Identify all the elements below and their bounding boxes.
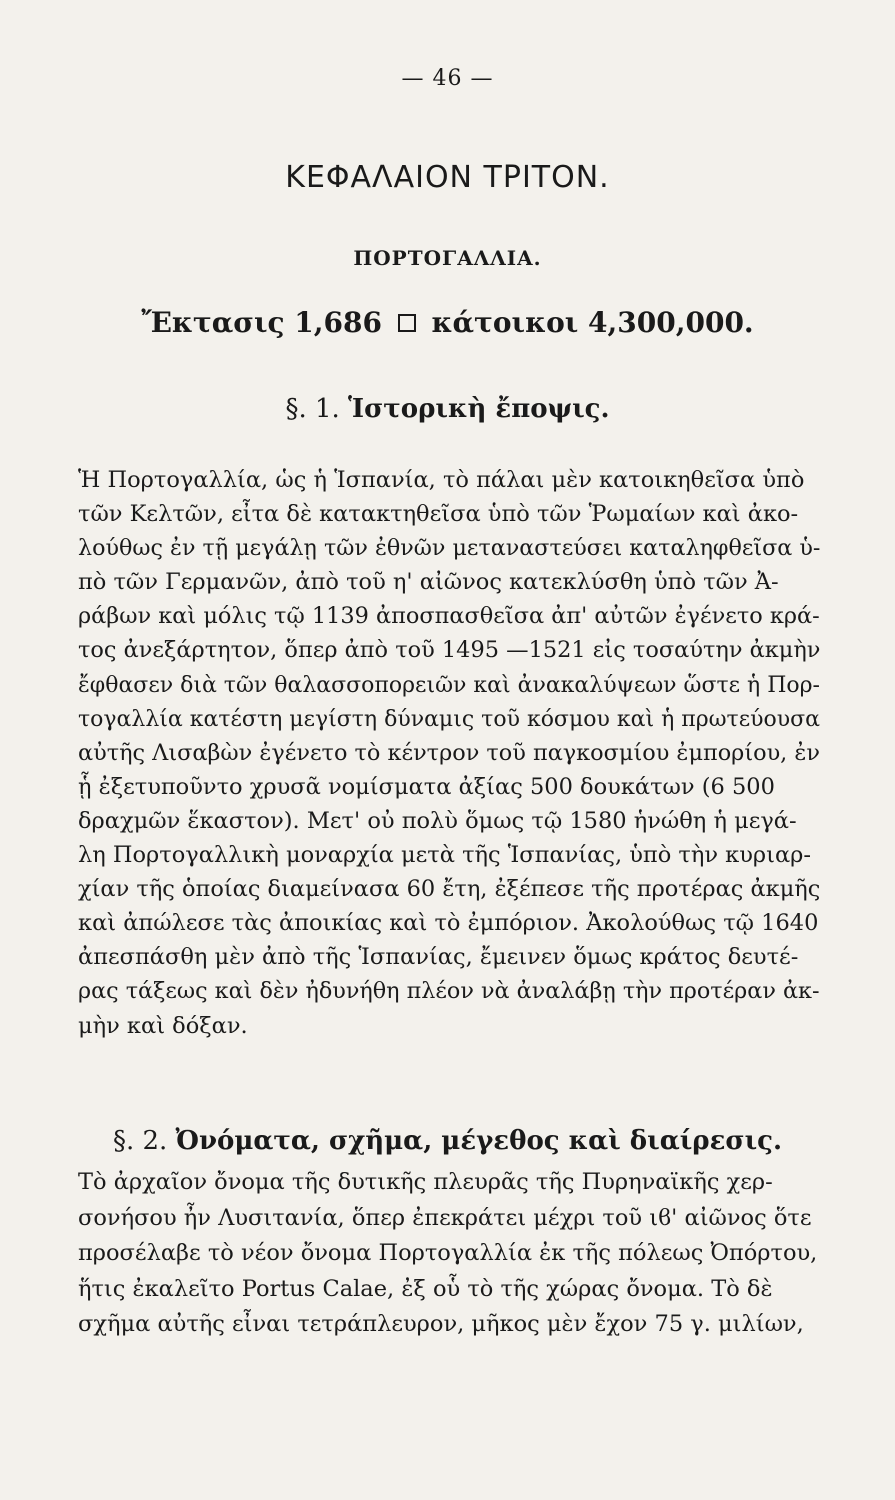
population-label: κάτοικοι [431,306,579,339]
text-line: ρας τάξεως καὶ δὲν ἠδυνήθη πλέον νὰ ἀναλάβῃ τὴν προτέραν ἀκ- [78,978,820,1005]
text-line: δραχμῶν ἕκαστον). Μετ' οὐ πολὺ ὅμως τῷ 1580 ἡνώθη ἡ μεγά- [78,807,797,834]
text-line: τος ἀνεξάρτητον, ὅπερ ἀπὸ τοῦ 1495 —1521 εἰς τοσαύτην ἀκμὴν [78,637,821,664]
text-line: προσέλαβε τὸ νέον ὄνομα Πορτογαλλία ἐκ τῆς πόλεως Ὀπόρτου, [78,1240,818,1266]
section-2-paragraph [78,1165,820,1343]
section-1-number: §. 1. [285,394,340,424]
text-line: Τὸ ἀρχαῖον ὄνομα τῆς δυτικῆς πλευρᾶς τῆς Πυρηναϊκῆς χερ- [78,1169,773,1195]
text-line: αὐτῆς Λισαβὼν ἐγένετο τὸ κέντρον τοῦ παγκοσμίου ἐμπορίου, ἐν [78,739,821,766]
text-line: καὶ ἀπώλεσε τὰς ἀποικίας καὶ τὸ ἐμπόριον. Ἀκολούθως τῷ 1640 [78,910,819,937]
text-line: ἔφθασεν διὰ τῶν θαλασσοπορειῶν καὶ ἀνακαλύψεων ὥστε ἡ Πορ- [78,671,820,698]
text-line: ράβων καὶ μόλις τῷ 1139 ἀποσπασθεῖσα ἀπ' αὐτῶν ἐγένετο κρά- [78,603,820,630]
chapter-title: ΚΕΦΑΛΑΙΟΝ ΤΡΙΤΟΝ. [285,160,610,195]
section-2-title: Ὀνόματα, σχῆμα, μέγεθος καὶ διαίρεσις. [175,1126,783,1156]
text-line: τῶν Κελτῶν, εἶτα δὲ κατακτηθεῖσα ὑπὸ τῶν Ῥωμαίων καὶ ἀκο- [78,501,799,528]
text-line: ᾗ ἐξετυποῦντο χρυσᾶ νομίσματα ἀξίας 500 δουκάτων (6 500 [78,773,775,800]
country-heading: ΠΟΡΤΟΓΑΛΛΙΑ. [353,246,542,270]
text-line: Ἡ Πορτογαλλία, ὡς ἡ Ἱσπανία, τὸ πάλαι μὲν κατοικηθεῖσα ὑπὸ [78,467,805,493]
text-line: χίαν τῆς ὁποίας διαμείνασα 60 ἔτη, ἐξέπεσε τῆς προτέρας ἀκμῆς [78,876,821,903]
page-number: — 46 — [401,66,494,91]
area-label: Ἔκτασις [141,306,285,339]
text-line: ἥτις ἐκαλεῖτο Portus Calae, ἐξ οὗ τὸ τῆς χώρας ὄνομα. Τὸ δὲ [78,1275,773,1302]
section-2-heading [0,1126,895,1156]
stats-line [0,306,895,339]
section-1-paragraph [78,463,820,1043]
text-line: τογαλλία κατέστη μεγίστη δύναμις τοῦ κόσμου καὶ ἡ πρωτεύουσα [78,705,820,732]
text-line: πὸ τῶν Γερμανῶν, ἀπὸ τοῦ η' αἰῶνος κατεκλύσθη ὑπὸ τῶν Ἀ- [78,569,779,596]
text-line: λη Πορτογαλλικὴ μοναρχία μετὰ τῆς Ἱσπανίας, ὑπὸ τὴν κυριαρ- [78,842,811,869]
square-mile-symbol-icon [398,314,416,332]
population-value: 4,300,000. [588,306,754,339]
text-line: λούθως ἐν τῇ μεγάλῃ τῶν ἐθνῶν μεταναστεύσει καταληφθεῖσα ὑ- [78,535,821,562]
area-value: 1,686 [294,306,382,339]
section-1-heading [0,394,895,424]
text-line: μὴν καὶ δόξαν. [78,1012,248,1039]
text-line: σονήσου ἦν Λυσιτανία, ὅπερ ἐπεκράτει μέχρι τοῦ ιϐ' αἰῶνος ὅτε [78,1204,812,1231]
section-1-title: Ἱστορικὴ ἔποψις. [348,394,610,424]
text-line: ἀπεσπάσθη μὲν ἀπὸ τῆς Ἱσπανίας, ἔμεινεν ὅμως κράτος δευτέ- [78,944,799,971]
text-line: σχῆμα αὐτῆς εἶναι τετράπλευρον, μῆκος μὲν ἔχον 75 γ. μιλίων, [78,1311,804,1337]
section-2-number: §. 2. [112,1126,168,1156]
